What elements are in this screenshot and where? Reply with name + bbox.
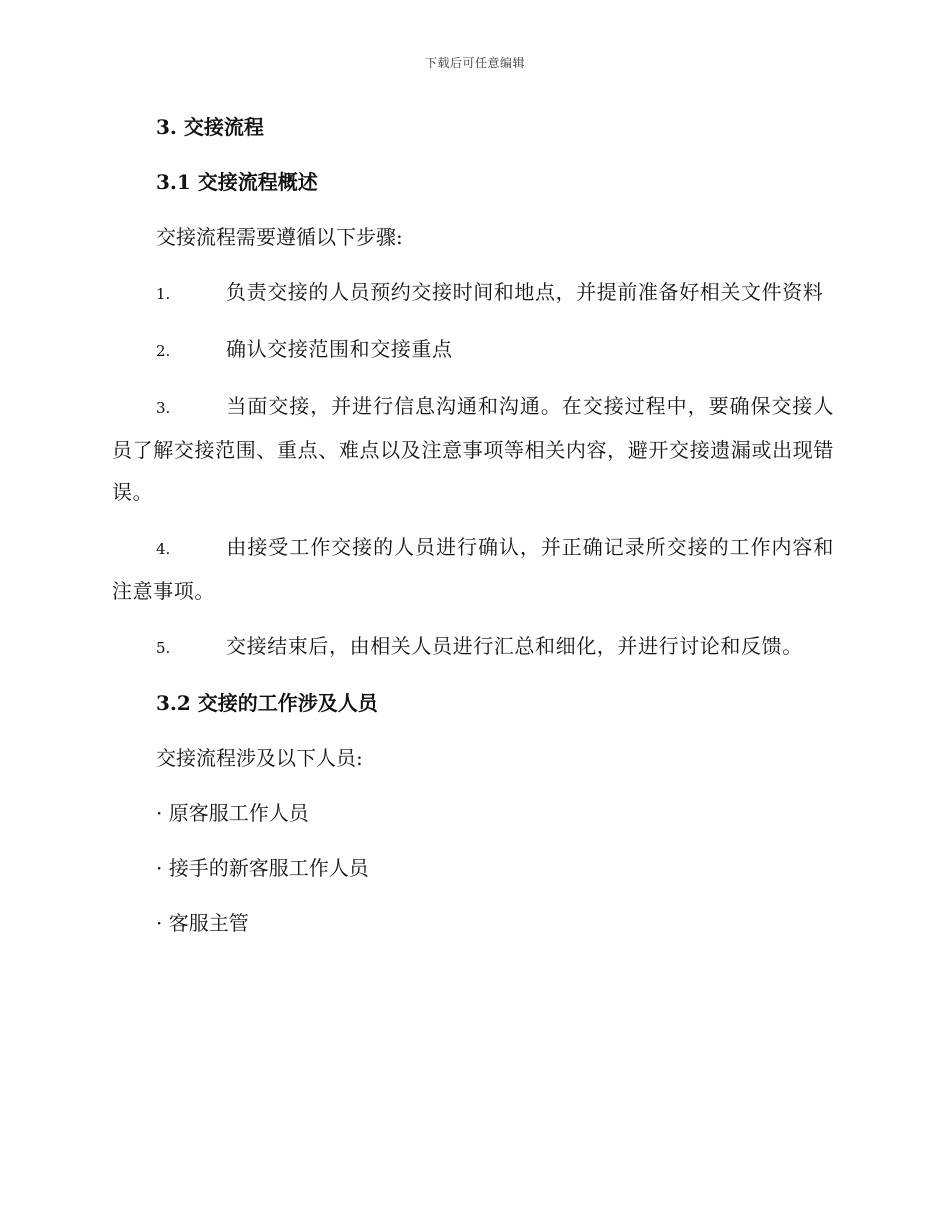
step-item <box>112 625 834 669</box>
list-item: · 原客服工作人员 <box>156 801 309 825</box>
list-item: · 客服主管 <box>156 911 249 935</box>
step-text: 交接结束后，由相关人员进行汇总和细化，并进行讨论和反馈。 <box>226 634 803 658</box>
subsection-title-overview: 3.1 交接流程概述 <box>156 170 318 194</box>
personnel-intro: 交接流程涉及以下人员: <box>156 746 363 770</box>
step-text: 负责交接的人员预约交接时间和地点，并提前准备好相关文件资料 <box>226 280 824 304</box>
list-item: · 接手的新客服工作人员 <box>156 856 369 880</box>
step-item <box>112 526 834 612</box>
step-item <box>112 271 834 315</box>
step-number: 5. <box>156 639 171 657</box>
section-title: 3. 交接流程 <box>156 115 264 139</box>
step-item <box>112 385 834 513</box>
step-text: 确认交接范围和交接重点 <box>226 337 453 361</box>
steps-intro: 交接流程需要遵循以下步骤: <box>156 225 403 249</box>
step-item <box>112 328 834 372</box>
step-number: 4. <box>156 540 171 558</box>
step-number: 2. <box>156 342 171 360</box>
step-text: 由接受工作交接的人员进行确认，并正确记录所交接的工作内容和注意事项。 <box>112 535 834 603</box>
step-text: 当面交接，并进行信息沟通和沟通。在交接过程中，要确保交接人员了解交接范围、重点、难点以及注意事项等相关内容，避开交接遗漏或出现错误。 <box>112 394 834 504</box>
step-number: 1. <box>156 285 171 303</box>
document-body <box>112 106 834 957</box>
step-number: 3. <box>156 399 171 417</box>
subsection-title-personnel: 3.2 交接的工作涉及人员 <box>156 691 378 715</box>
page-header: 下载后可任意编辑 <box>424 56 525 70</box>
